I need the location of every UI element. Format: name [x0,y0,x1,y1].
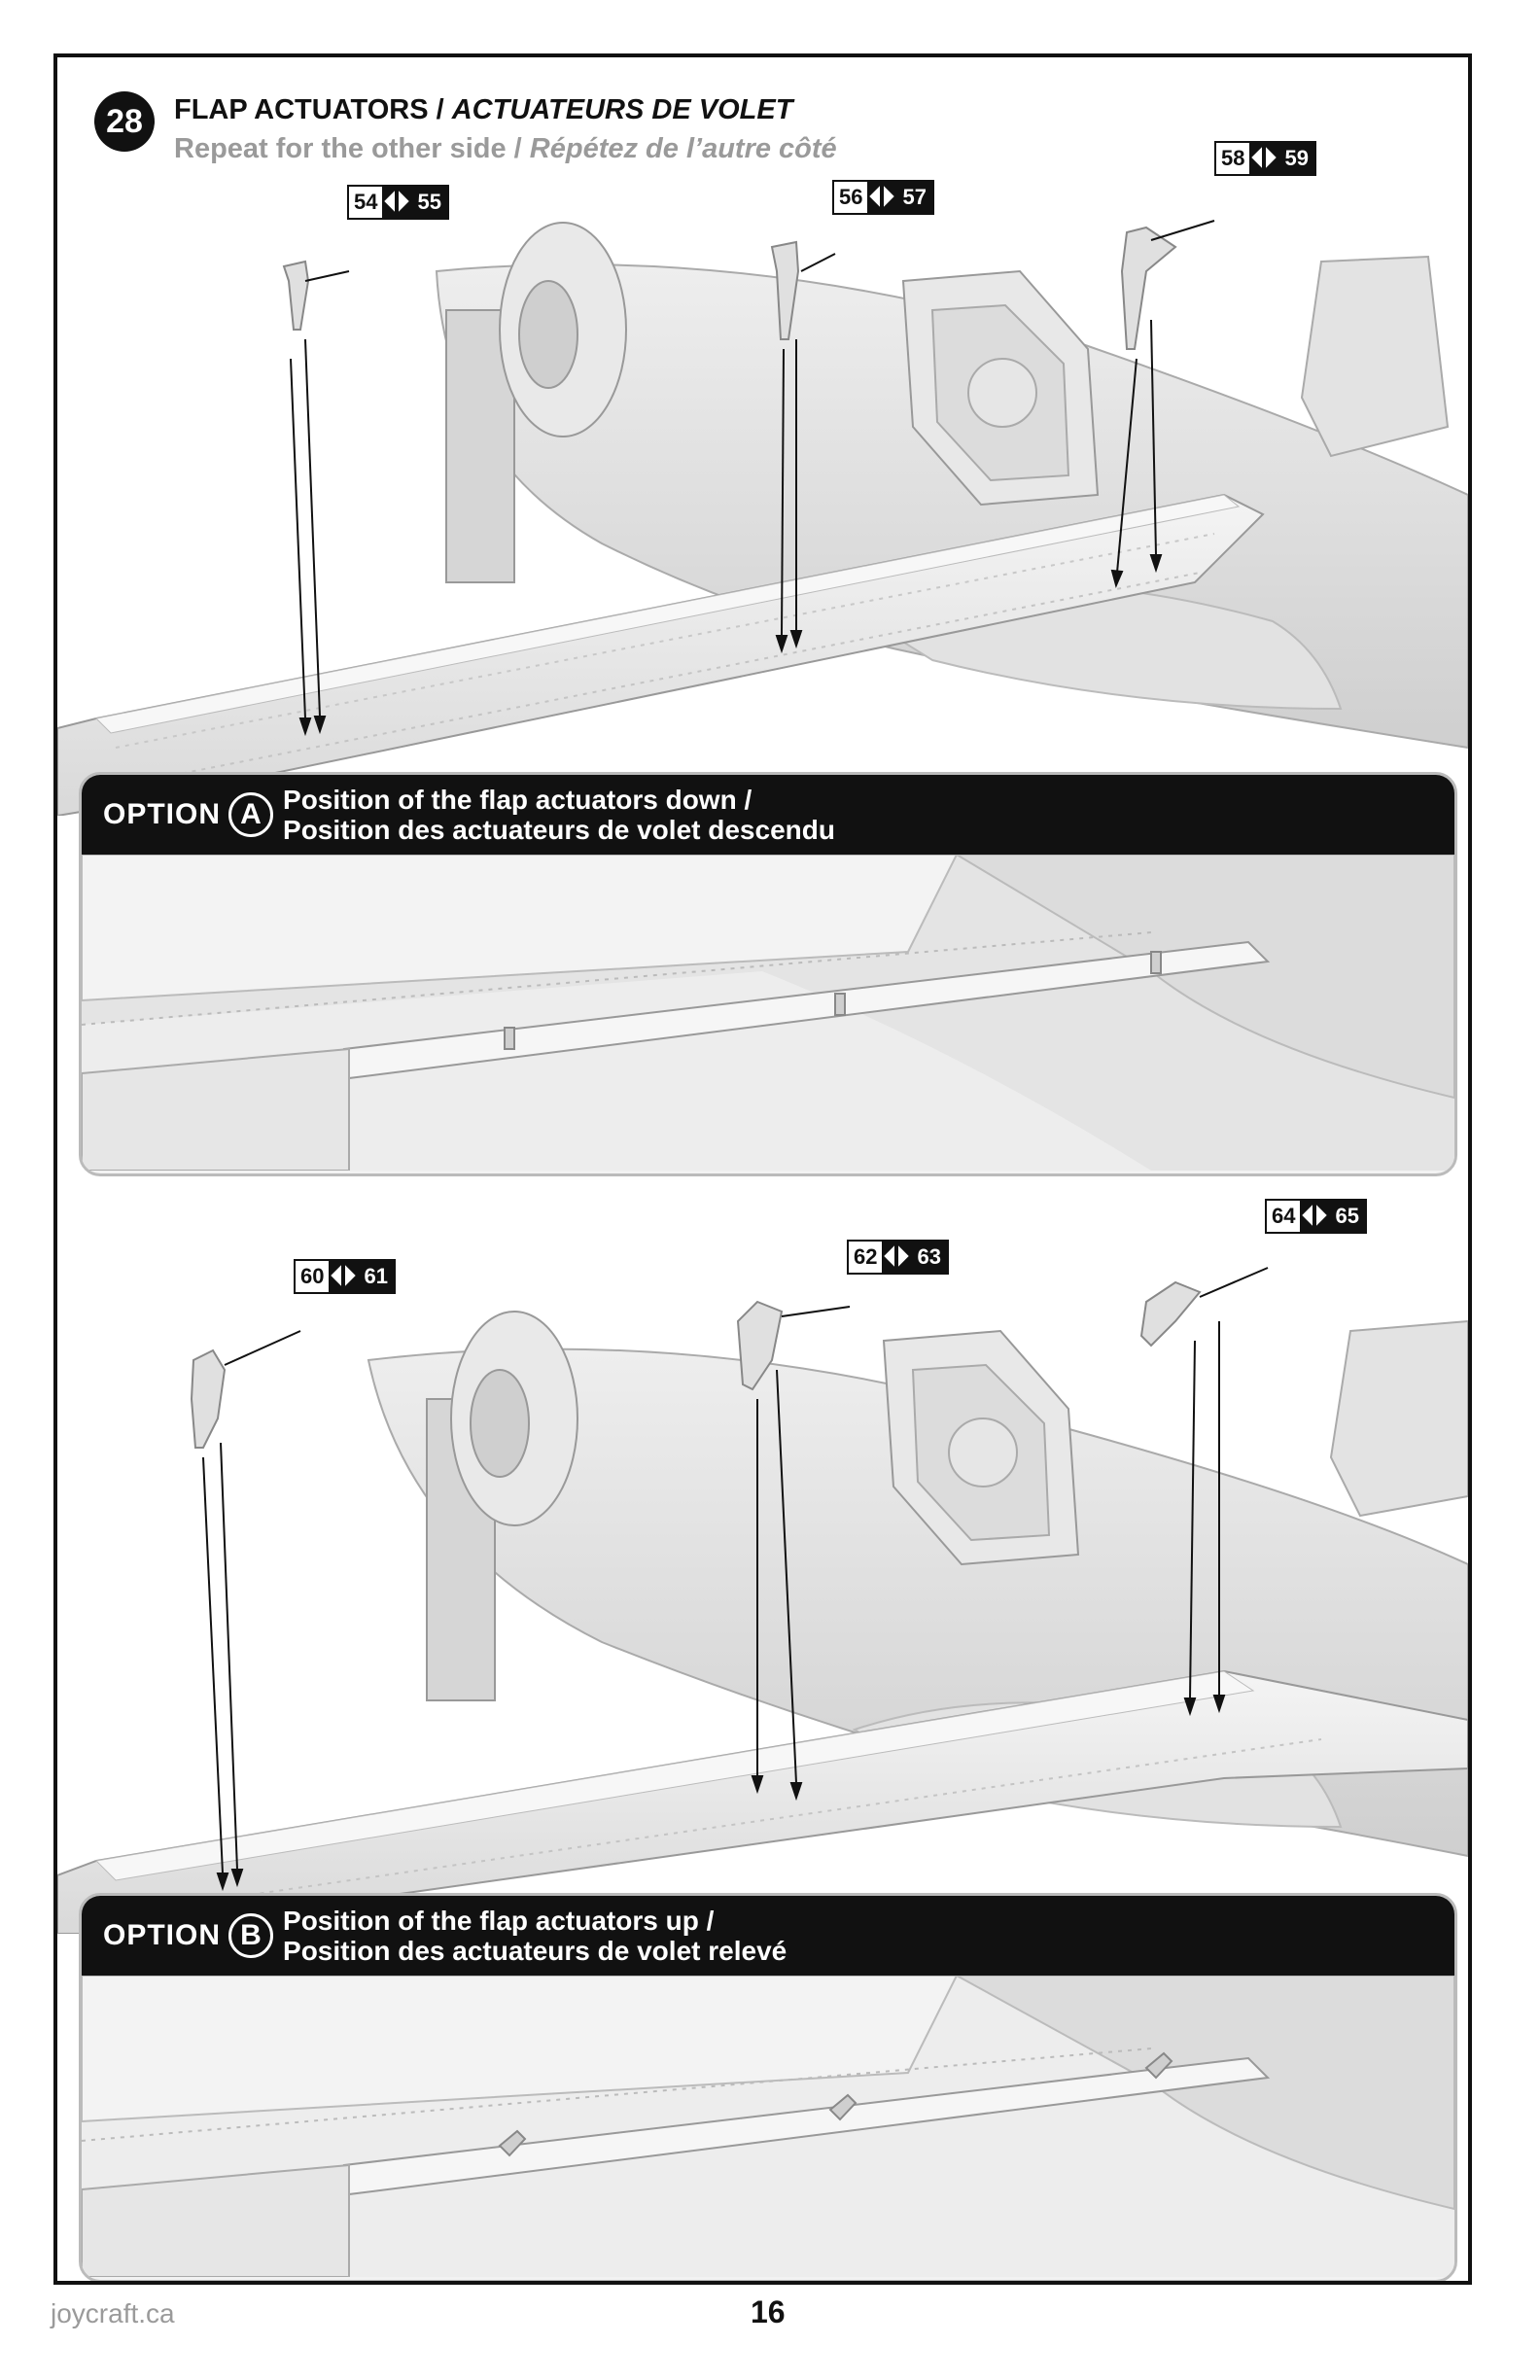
part-number-left: 60 [296,1261,329,1292]
option-b-letter: B [228,1913,273,1958]
assembly-illustration-top [57,203,1468,816]
option-b-line2: Position des actuateurs de volet relevé [283,1936,788,1966]
option-a-header [82,775,1454,855]
part-number-left: 56 [834,182,867,213]
mirror-symbol-icon [1249,143,1278,174]
option-b-panel [79,1893,1457,2283]
part-callout-64-65 [1265,1199,1367,1234]
option-b-header [82,1896,1454,1976]
part-callout-58-59 [1214,141,1316,176]
part-number-right: 65 [1329,1201,1364,1232]
part-callout-62-63 [847,1240,949,1275]
footer-website: joycraft.ca [51,2298,175,2328]
option-b-word: OPTION [103,1919,222,1951]
part-number-left: 64 [1267,1201,1300,1232]
step-title [174,94,792,126]
mirror-symbol-icon [329,1261,358,1292]
option-a-line2: Position des actuateurs de volet descendu [283,815,835,845]
mirror-symbol-icon [382,187,411,218]
mirror-symbol-icon [1300,1201,1329,1232]
part-number-right: 63 [911,1242,946,1273]
page-number: 16 [751,2294,786,2329]
option-a-panel [79,772,1457,1176]
step-subtitle [174,133,837,165]
page-frame [53,53,1472,2285]
option-b-illustration [82,1976,1454,2277]
step-title-fr: ACTUATEURS DE VOLET [451,94,793,125]
assembly-illustration-bottom [57,1175,1468,1934]
mirror-symbol-icon [867,182,896,213]
step-subtitle-en: Repeat for the other side / [174,133,530,164]
part-callout-56-57 [832,180,934,215]
option-a-description [283,785,835,845]
part-callout-60-61 [294,1259,396,1294]
step-subtitle-fr: Répétez de l’autre côté [529,133,837,164]
part-number-right: 59 [1278,143,1313,174]
option-a-line1: Position of the flap actuators down / [283,785,752,815]
part-number-left: 62 [849,1242,882,1273]
option-a-letter: A [228,792,273,837]
step-number-badge: 28 [94,91,155,152]
option-a-word: OPTION [103,798,222,830]
part-number-right: 57 [896,182,931,213]
part-number-right: 55 [411,187,446,218]
part-callout-54-55 [347,185,449,220]
part-number-left: 54 [349,187,382,218]
option-b-description [283,1906,787,1966]
part-number-right: 61 [358,1261,393,1292]
option-a-illustration [82,855,1454,1171]
option-b-line1: Position of the flap actuators up / [283,1906,715,1936]
mirror-symbol-icon [882,1242,911,1273]
part-number-left: 58 [1216,143,1249,174]
step-title-en: FLAP ACTUATORS / [174,94,452,125]
